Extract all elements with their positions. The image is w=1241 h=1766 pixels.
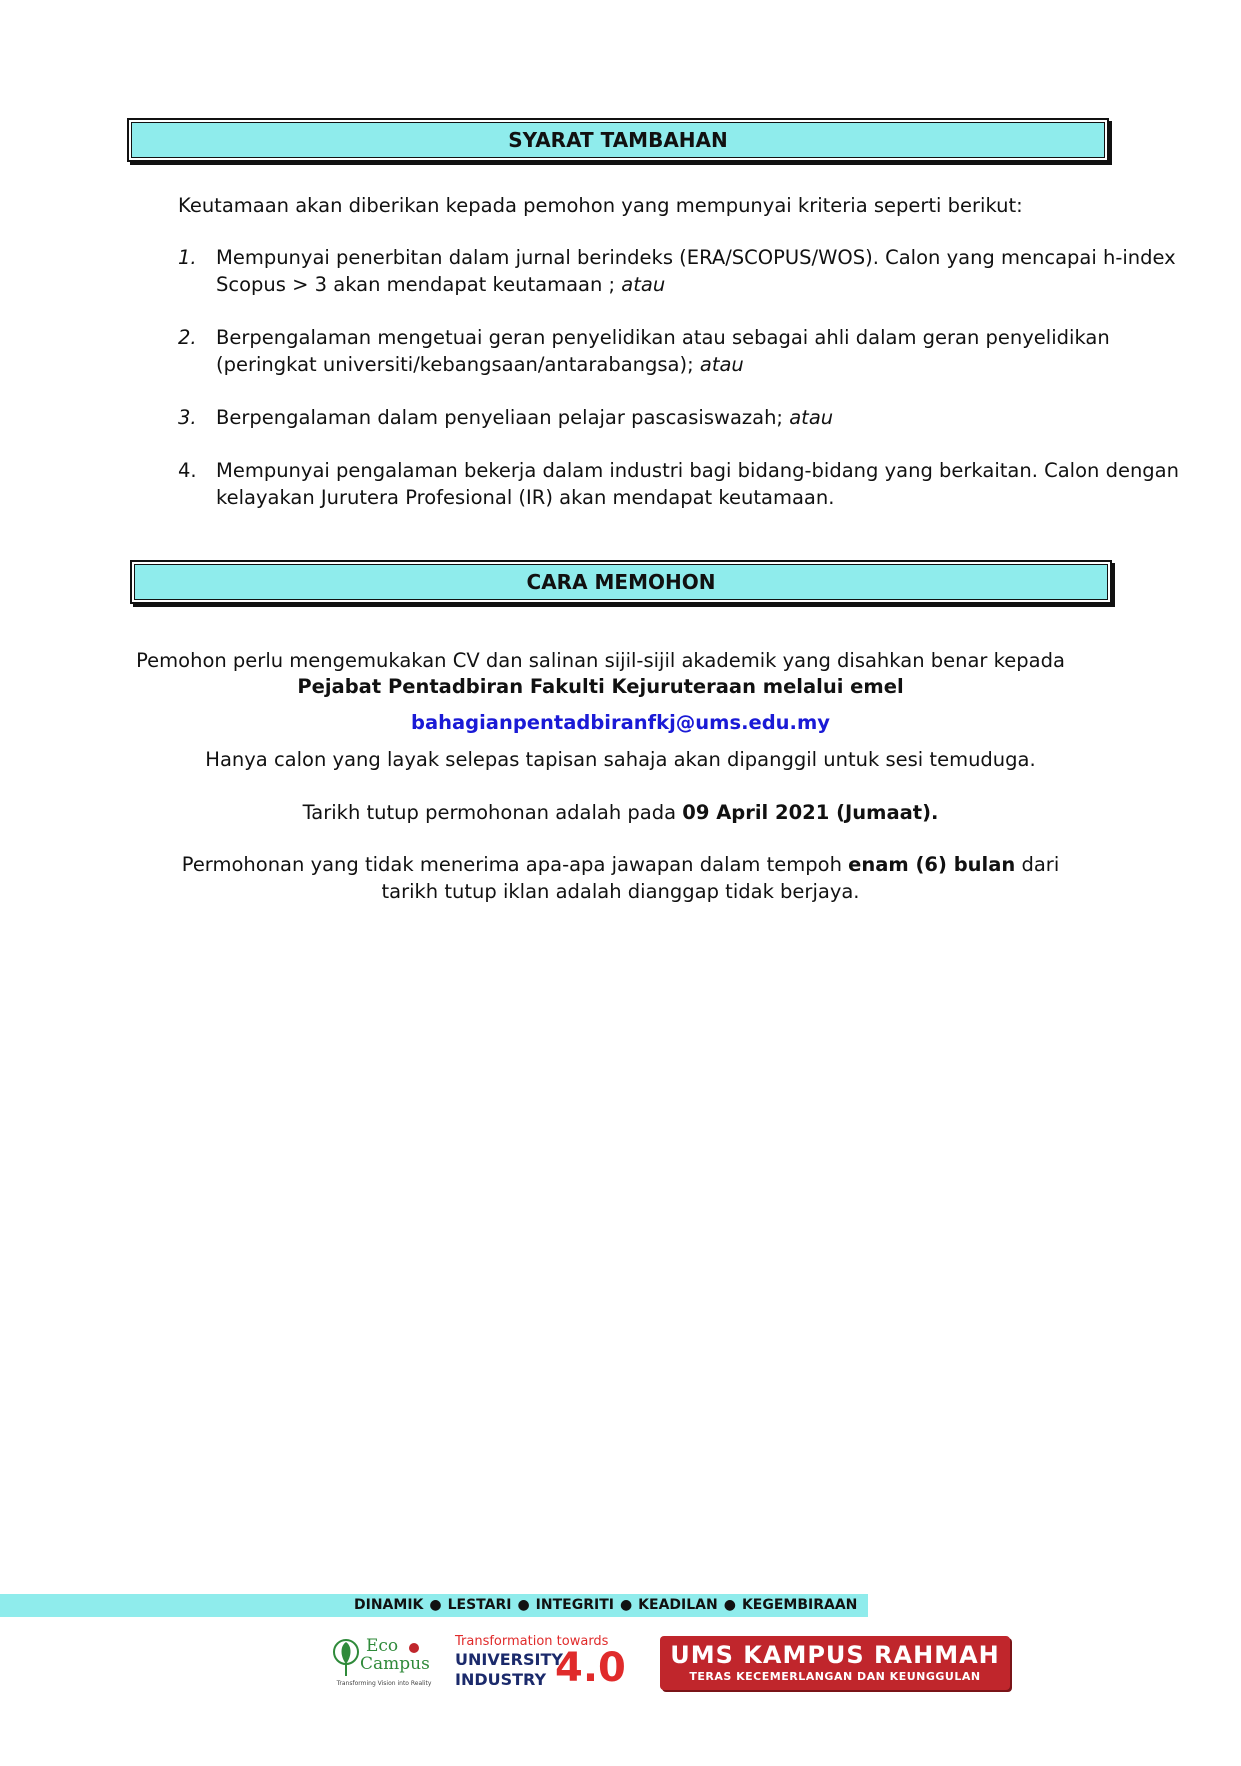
campus-word: Campus xyxy=(360,1654,430,1674)
eco-word: Eco xyxy=(366,1636,399,1656)
closing-date-prefix: Tarikh tutup permohonan adalah pada xyxy=(302,801,677,824)
list-text-line: kelayakan Jurutera Profesional (IR) akan mendapat keutamaan. xyxy=(216,486,835,509)
apply-instruction: Pemohon perlu mengemukakan CV dan salinan sijil-sijil akademik yang disahkan benar kepada xyxy=(136,649,1065,672)
office-name: Pejabat Pentadbiran Fakulti Kejuruteraan melalui emel xyxy=(297,675,904,698)
list-number: 1. xyxy=(178,246,197,269)
intro-paragraph: Keutamaan akan diberikan kepada pemohon yang mempunyai kriteria seperti berikut: xyxy=(178,194,1023,217)
section-heading-text: CARA MEMOHON xyxy=(526,570,716,594)
list-number: 2. xyxy=(178,326,197,349)
ums-kampus-rahmah-logo xyxy=(660,1636,1010,1690)
closing-date: 09 April 2021 (Jumaat). xyxy=(682,801,939,824)
motto-word: KEADILAN xyxy=(638,1597,718,1613)
bullet-icon: ● xyxy=(429,1597,442,1613)
list-number: 3. xyxy=(178,406,197,429)
list-text-line: Berpengalaman dalam penyeliaan pelajar pascasiswazah; xyxy=(216,406,784,429)
eco-campus-logo xyxy=(330,1630,438,1692)
ums-title: UMS KAMPUS RAHMAH xyxy=(670,1641,1000,1669)
list-text-line: Mempunyai penerbitan dalam jurnal berindeks (ERA/SCOPUS/WOS). Calon yang mencapai h-index xyxy=(216,246,1176,269)
motto-word: KEGEMBIRAAN xyxy=(741,1597,858,1613)
list-text-line: Mempunyai pengalaman bekerja dalam industri bagi bidang-bidang yang berkaitan. Calon dengan xyxy=(216,459,1179,482)
list-number: 4. xyxy=(178,459,197,482)
note-duration: enam (6) bulan xyxy=(848,853,1016,876)
list-text-line: Berpengalaman mengetuai geran penyelidikan atau sebagai ahli dalam geran penyelidikan xyxy=(216,326,1110,349)
note-suffix: dari xyxy=(1021,853,1060,876)
section-heading-text: SYARAT TAMBAHAN xyxy=(508,128,728,152)
bullet-icon: ● xyxy=(517,1597,530,1613)
footer-motto xyxy=(354,1594,857,1617)
ui-tagline: Transformation towards xyxy=(455,1634,609,1649)
list-suffix: atau xyxy=(699,353,744,376)
email-link[interactable]: bahagianpentadbiranfkj@ums.edu.my xyxy=(410,711,830,734)
note-prefix: Permohonan yang tidak menerima apa-apa jawapan dalam tempoh xyxy=(181,853,842,876)
bullet-icon: ● xyxy=(619,1597,633,1613)
shortlist-note: Hanya calon yang layak selepas tapisan sahaja akan dipanggil untuk sesi temuduga. xyxy=(205,748,1036,771)
ums-subtitle: TERAS KECEMERLANGAN DAN KEUNGGULAN xyxy=(689,1670,981,1683)
list-text-line: Scopus > 3 akan mendapat keutamaan ; xyxy=(216,273,616,296)
bullet-icon: ● xyxy=(723,1597,736,1613)
motto-word: DINAMIK xyxy=(354,1597,424,1613)
unsuccessful-note xyxy=(0,851,1241,878)
closing-date-line xyxy=(0,799,1241,826)
list-text-line: (peringkat universiti/kebangsaan/antarabangsa); xyxy=(216,353,694,376)
ui-industry: INDUSTRY xyxy=(455,1670,547,1689)
university-industry-logo xyxy=(455,1634,625,1694)
list-suffix: atau xyxy=(621,273,666,296)
ui-university: UNIVERSITY xyxy=(455,1650,563,1669)
unsuccessful-note-line2: tarikh tutup iklan adalah dianggap tidak berjaya. xyxy=(381,880,860,903)
section-heading-syarat-tambahan xyxy=(127,118,1109,162)
list-suffix: atau xyxy=(789,406,834,429)
motto-word: INTEGRITI xyxy=(535,1597,614,1613)
section-heading-cara-memohon xyxy=(130,560,1112,604)
eco-tagline: Transforming Vision into Reality xyxy=(336,1680,432,1687)
ui-version: 4.0 xyxy=(555,1645,626,1691)
motto-word: LESTARI xyxy=(447,1597,512,1613)
